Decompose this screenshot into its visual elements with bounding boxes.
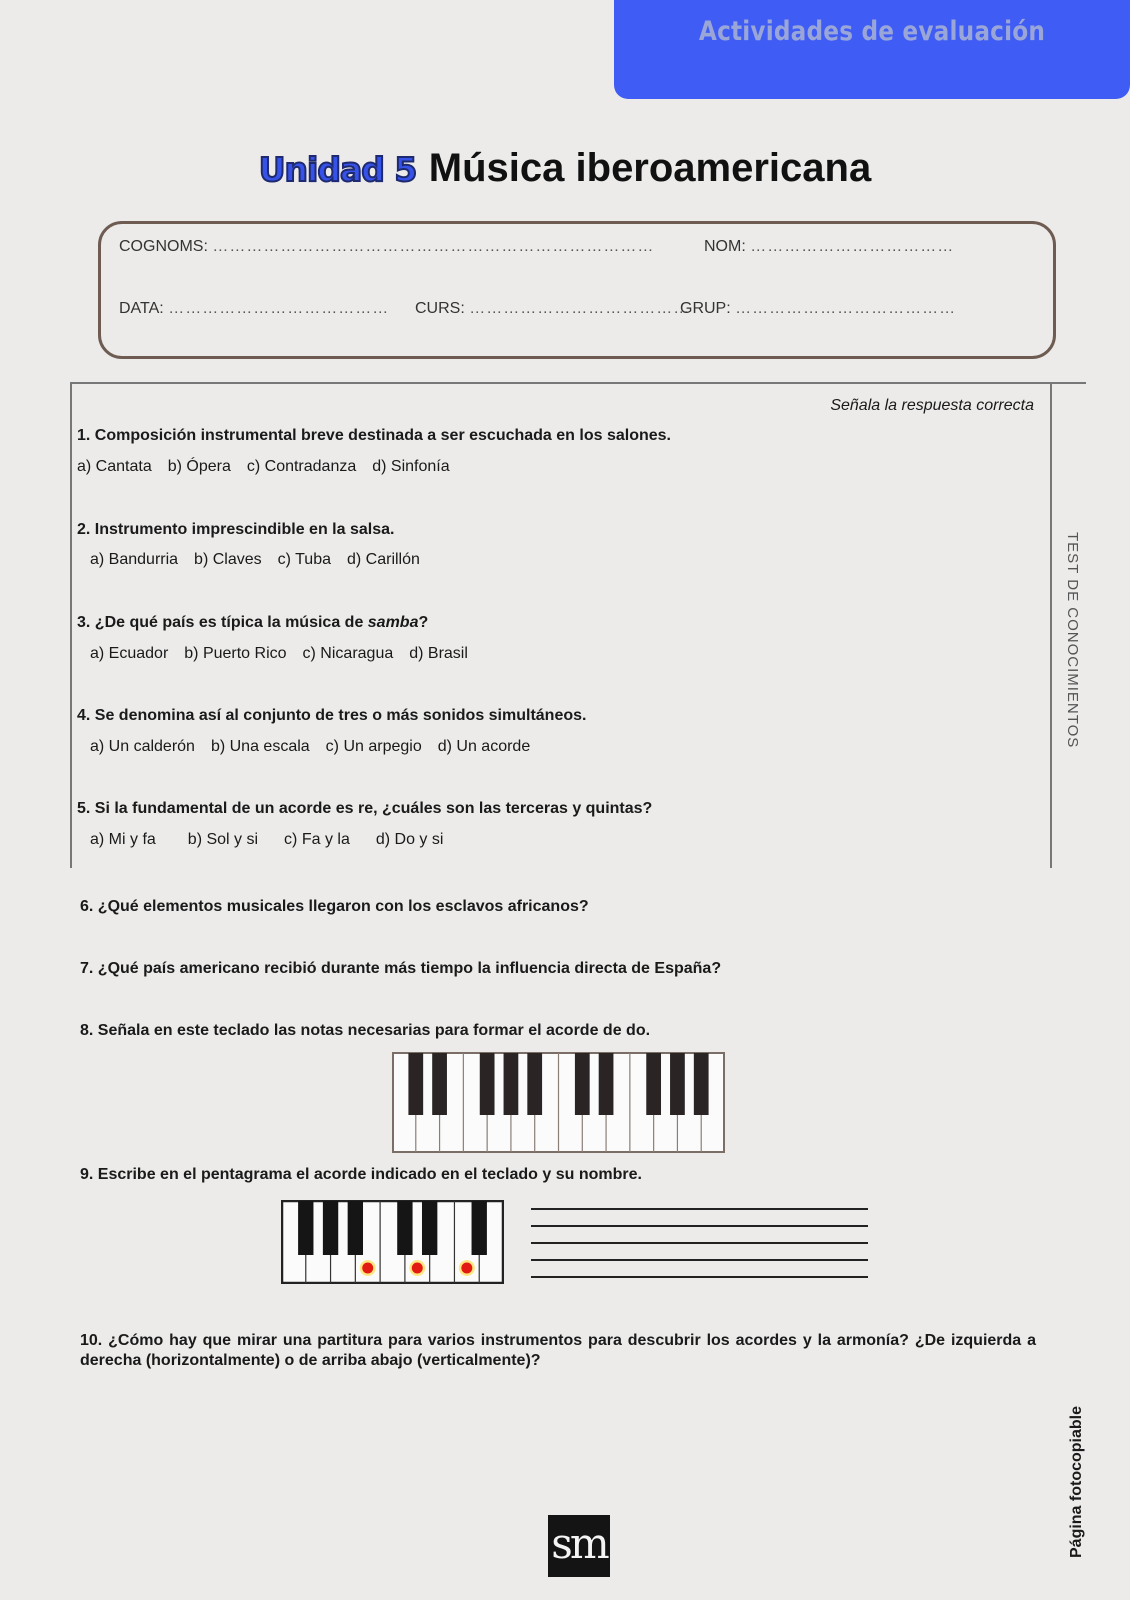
question-4: 4. Se denomina así al conjunto de tres o más sonidos simultáneos.: [77, 707, 587, 724]
side-test-label: TEST DE CONOCIMIENTOS: [1064, 532, 1081, 749]
course-dots: …………………………………: [469, 300, 691, 317]
black-key: [480, 1053, 495, 1115]
black-key: [432, 1053, 447, 1115]
black-key: [397, 1201, 412, 1255]
date-label: DATA:: [119, 300, 164, 317]
question-5: 5. Si la fundamental de un acorde es re, ¿cuáles son las terceras y quintas?: [77, 800, 653, 817]
option[interactable]: d) Do y si: [375, 831, 444, 848]
option[interactable]: a) Cantata: [77, 458, 152, 475]
piano-keyboard-q9: [281, 1200, 504, 1284]
black-key: [408, 1053, 423, 1115]
note-marker: [461, 1263, 472, 1274]
option[interactable]: a) Mi y fa: [90, 831, 156, 848]
name-dots: ………………………………: [750, 238, 955, 255]
question-3-italic: samba: [367, 614, 419, 631]
option[interactable]: d) Brasil: [409, 645, 468, 662]
unit-name: Música iberoamericana: [428, 146, 872, 190]
group-dots: …………………………………: [735, 300, 957, 317]
piano-keyboard-q8[interactable]: [392, 1052, 725, 1153]
option[interactable]: a) Un calderón: [90, 738, 195, 755]
name-label: NOM:: [704, 238, 746, 255]
question-9: 9. Escribe en el pentagrama el acorde indicado en el teclado y su nombre.: [80, 1166, 642, 1183]
black-key: [422, 1201, 437, 1255]
question-6: 6. ¿Qué elementos musicales llegaron con los esclavos africanos?: [80, 898, 589, 915]
black-key: [298, 1201, 313, 1255]
name-field[interactable]: [704, 238, 954, 256]
note-marker: [412, 1263, 423, 1274]
black-key: [670, 1053, 685, 1115]
black-key: [323, 1201, 338, 1255]
surnames-dots: ……………………………………………………………………: [212, 238, 655, 255]
page-title: [0, 146, 1130, 191]
option[interactable]: d) Un acorde: [437, 738, 531, 755]
option[interactable]: c) Contradanza: [246, 458, 357, 475]
option[interactable]: c) Nicaragua: [302, 645, 394, 662]
question-3-end: ?: [418, 614, 429, 631]
photocopy-label: Página fotocopiable: [1068, 1405, 1085, 1558]
unit-label: Unidad 5: [258, 150, 417, 189]
option[interactable]: b) Puerto Rico: [184, 645, 287, 662]
question-3: [77, 614, 428, 632]
question-1: 1. Composición instrumental breve destinada a ser escuchada en los salones.: [77, 427, 671, 444]
black-key: [575, 1053, 590, 1115]
note-marker: [362, 1263, 373, 1274]
option[interactable]: c) Un arpegio: [325, 738, 422, 755]
date-field[interactable]: [119, 300, 389, 318]
option[interactable]: b) Claves: [194, 551, 262, 568]
black-key: [504, 1053, 519, 1115]
group-field[interactable]: [680, 300, 956, 318]
course-field[interactable]: [415, 300, 690, 318]
question-2: 2. Instrumento imprescindible en la salsa.: [77, 521, 395, 538]
question-7: 7. ¿Qué país americano recibió durante más tiempo la influencia directa de España?: [80, 960, 722, 977]
course-label: CURS:: [415, 300, 465, 317]
surnames-field[interactable]: [119, 238, 654, 256]
question-5-options: [90, 831, 459, 849]
question-8: 8. Señala en este teclado las notas necesarias para formar el acorde de do.: [80, 1022, 651, 1039]
option[interactable]: d) Sinfonía: [372, 458, 450, 475]
black-key: [348, 1201, 363, 1255]
question-4-options: [90, 738, 546, 756]
group-label: GRUP:: [680, 300, 731, 317]
test-frame-left: [70, 382, 72, 868]
test-frame-top: [70, 382, 1086, 384]
header-tab: [614, 0, 1130, 99]
date-dots: …………………………………: [168, 300, 390, 317]
question-3-options: [90, 645, 484, 663]
question-3-text: 3. ¿De qué país es típica la música de: [77, 614, 368, 631]
question-1-options: [77, 458, 466, 476]
question-2-options: [90, 551, 436, 569]
header-tab-label: Actividades de evaluación: [698, 16, 1046, 47]
music-staff[interactable]: [531, 1205, 869, 1281]
question-10: 10. ¿Cómo hay que mirar una partitura para varios instrumentos para descubrir los acordes y la armonía? ¿De izquierda a derecha (horizontalmente) o de arriba abajo (verticalmente)?: [80, 1332, 1036, 1369]
option[interactable]: c) Tuba: [277, 551, 331, 568]
instruction-text: Señala la respuesta correcta: [830, 397, 1034, 414]
black-key: [599, 1053, 614, 1115]
publisher-logo: sm: [548, 1515, 610, 1577]
black-key: [694, 1053, 709, 1115]
option[interactable]: a) Ecuador: [90, 645, 169, 662]
option[interactable]: b) Sol y si: [187, 831, 259, 848]
option[interactable]: b) Una escala: [210, 738, 310, 755]
black-key: [646, 1053, 661, 1115]
option[interactable]: a) Bandurria: [90, 551, 179, 568]
test-frame-right: [1050, 382, 1052, 868]
option[interactable]: c) Fa y la: [284, 831, 350, 848]
black-key: [527, 1053, 542, 1115]
black-key: [472, 1201, 487, 1255]
option[interactable]: b) Ópera: [167, 458, 231, 475]
surnames-label: COGNOMS:: [119, 238, 208, 255]
option[interactable]: d) Carillón: [346, 551, 420, 568]
